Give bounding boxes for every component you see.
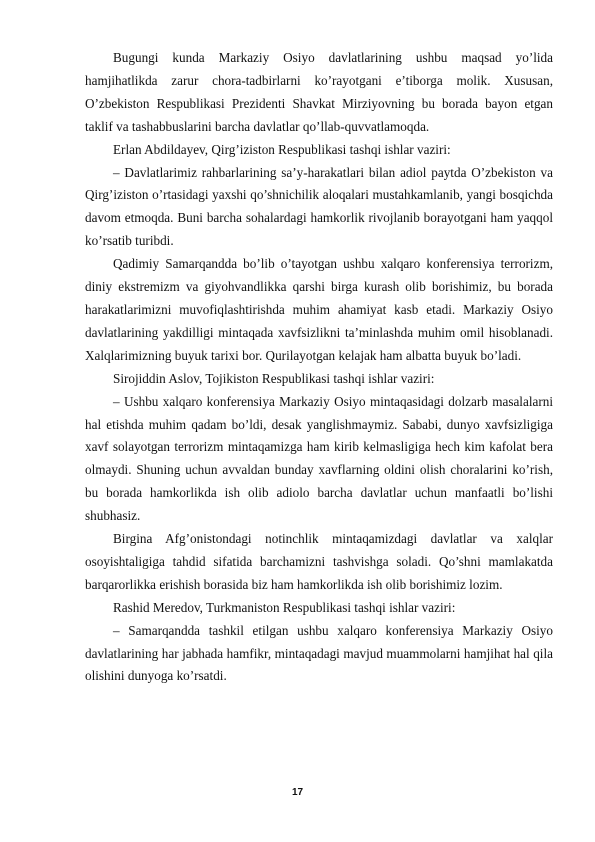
speaker-turkmenistan: Rashid Meredov, Turkmaniston Respublikasi tashqi ishlar vaziri: xyxy=(113,599,456,615)
paragraph-kyrgyzstan-quote-cont: Qadimiy Samarqandda bo’lib o’tayotgan ushbu xalqaro konferensiya terrorizm, diniy ekstremizm va giyohvandlikka qarshi birga kurash olib borishimiz, bu borada harakatlarimizni muvofiqlashtirishda muhim ahamiyat kasb etadi. Markaziy Osiyo davlatlarining yakdilligi mintaqada xavfsizlikni ta’minlashda muhim omil hisoblanadi. Xalqlarimizning buyuk tarixi bor. Qurilayotgan kelajak ham albatta buyuk bo’ladi. xyxy=(85,256,553,363)
paragraph-kyrgyzstan-quote: – Davlatlarimiz rahbarlarining sa’y-harakatlari bilan adiol paytda O’zbekiston va Qirg’iziston o’rtasidagi yaxshi qo’shnichilik aloqalari mustahkamlanib, yangi bosqichda davom etmoqda. Buni barcha sohalardagi hamkorlik rivojlanib borayotgani ham yaqqol ko’rsatib turibdi. xyxy=(85,164,553,249)
speaker-kyrgyzstan: Erlan Abdildayev, Qirg’iziston Respublikasi tashqi ishlar vaziri: xyxy=(113,141,451,157)
paragraph-intro: Bugungi kunda Markaziy Osiyo davlatlarining ushbu maqsad yo’lida hamjihatlikda zarur chora-tadbirlarni ko’rayotgani e’tiborga molik. Xususan, O’zbekiston Respublikasi Prezidenti Shavkat Mirziyovning bu borada bayon etgan taklif va tashabbuslarini barcha davlatlar qo’llab-quvvatlamoqda. xyxy=(85,50,553,134)
speaker-tajikistan: Sirojiddin Aslov, Tojikiston Respublikasi tashqi ishlar vaziri: xyxy=(113,370,435,386)
paragraph-tajikistan-quote-cont: Birgina Afg’onistondagi notinchlik mintaqamizdagi davlatlar va xalqlar osoyishtaligiga tahdid sifatida barchamizni tashvishga soladi. Qo’shni mamlakatda barqarorlikka erishish borasida biz ham hamkorlikda ish olib borishimiz lozim. xyxy=(85,531,553,592)
document-body xyxy=(85,47,553,688)
page-number: 17 xyxy=(291,787,304,798)
paragraph-tajikistan-quote: – Ushbu xalqaro konferensiya Markaziy Osiyo mintaqasidagi dolzarb masalalarni hal etishda muhim qadam bo’ldi, desak yanglishmaymiz. Sababi, dunyo xavfsizligiga xavf solayotgan terrorizm mintaqamizga ham kirib kelmasligiga hech kim kafolat bera olmaydi. Shuning uchun avvaldan bunday xavflarning oldini olish choralarini ko’rish, bu borada hamkorlikda ish olib adiolo barcha davlatlar uchun manfaatli bo’lishi shubhasiz. xyxy=(85,393,553,524)
paragraph-turkmenistan-quote: – Samarqandda tashkil etilgan ushbu xalqaro konferensiya Markaziy Osiyo davlatlarining har jabhada hamfikr, mintaqadagi mavjud muammolarni hamjihat hal qila olishini dunyoga ko’rsatdi. xyxy=(85,622,553,684)
